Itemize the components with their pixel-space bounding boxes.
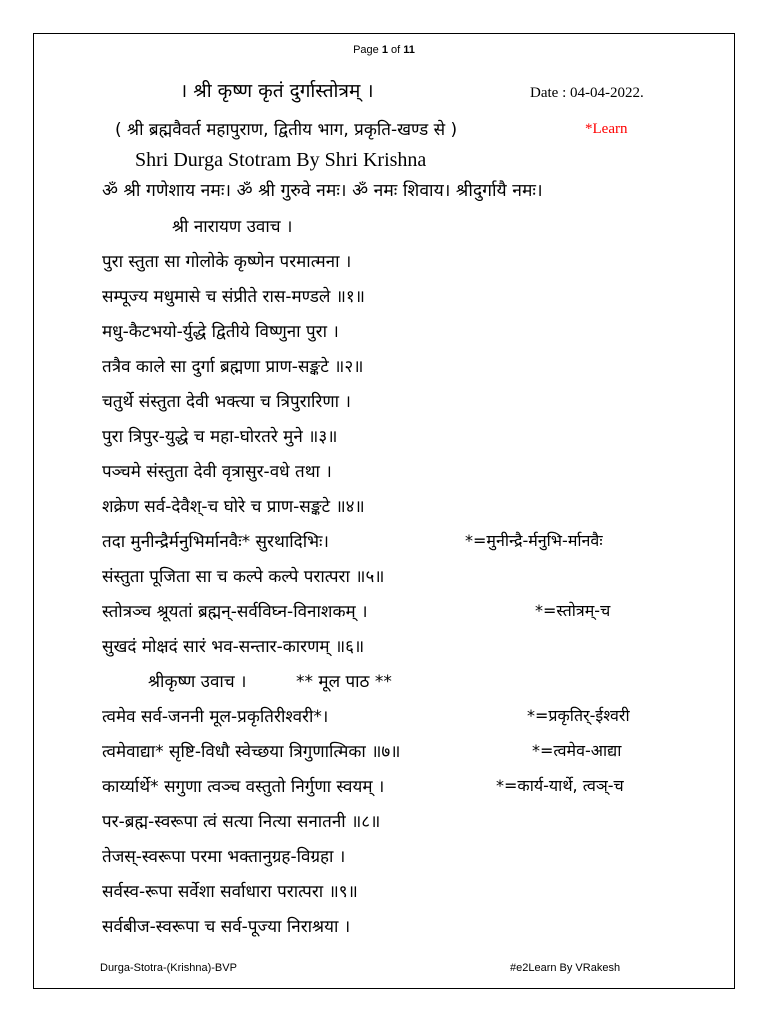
footnote-karya: *=कार्य-यार्थे, त्वञ्-च — [496, 776, 624, 795]
verse-line: संस्तुता पूजिता सा च कल्पे कल्पे परात्परा ॥५॥ — [102, 567, 385, 587]
verse-line: तदा मुनीन्द्रैर्मनुभिर्मानवैः* सुरथादिभिः। — [102, 532, 329, 552]
verse-line: पुरा त्रिपुर-युद्धे च महा-घोरतरे मुने ॥३॥ — [102, 427, 338, 447]
footnote-stotram: *=स्तोत्रम्-च — [535, 601, 611, 620]
english-title: Shri Durga Stotram By Shri Krishna — [135, 149, 427, 171]
footer-right: #e2Learn By VRakesh — [510, 962, 621, 974]
verse-line: शक्रेण सर्व-देवैश्-च घोरे च प्राण-सङ्कटे ॥४॥ — [102, 497, 365, 517]
verse-line: तेजस्-स्वरूपा परमा भक्तानुग्रह-विग्रहा । — [102, 847, 346, 867]
page-number — [0, 44, 768, 56]
verse-line: पञ्चमे संस्तुता देवी वृत्रासुर-वधे तथा । — [102, 462, 332, 482]
footer-left: Durga-Stotra-(Krishna)-BVP — [100, 962, 237, 974]
footnote-prakritir: *=प्रकृतिर्-ईश्वरी — [527, 706, 630, 725]
invocation-line: ॐ श्री गणेशाय नमः। ॐ श्री गुरुवे नमः। ॐ नमः शिवाय। श्रीदुर्गायै नमः। — [102, 181, 543, 201]
page-total: 11 — [403, 44, 415, 56]
verse-line: स्तोत्रञ्च श्रूयतां ब्रह्मन्-सर्वविघ्न-विनाशकम् । — [102, 602, 368, 622]
verse-line: सर्वस्व-रूपा सर्वेशा सर्वाधारा परात्परा ॥९॥ — [102, 882, 358, 902]
page-prefix: Page — [353, 44, 382, 56]
verse-line: सर्वबीज-स्वरूपा च सर्व-पूज्या निराश्रया । — [102, 917, 351, 937]
verse-line: सम्पूज्य मधुमासे च संप्रीते रास-मण्डले ॥१॥ — [102, 287, 365, 307]
mool-path-label: ** मूल पाठ ** — [296, 672, 392, 692]
verse-line: सुखदं मोक्षदं सारं भव-सन्तार-कारणम् ॥६॥ — [102, 637, 365, 657]
page-of: of — [387, 44, 404, 56]
page-current: 1 — [381, 44, 388, 56]
footnote-munindrai: *=मुनीन्द्रै-र्मनुभि-र्मानवैः — [465, 531, 603, 550]
stotra-title: । श्री कृष्ण कृतं दुर्गास्तोत्रम् । — [180, 80, 374, 102]
date-label: Date : 04-04-2022. — [530, 85, 644, 101]
verse-line: पर-ब्रह्म-स्वरूपा त्वं सत्या नित्या सनातनी ॥८॥ — [102, 812, 381, 832]
verse-line: मधु-कैटभयो-र्युद्धे द्वितीये विष्णुना पुरा । — [102, 322, 339, 342]
verse-line: त्वमेवाद्या* सृष्टि-विधौ स्वेच्छया त्रिगुणात्मिका ॥७॥ — [102, 742, 401, 762]
speaker-narayan: श्री नारायण उवाच । — [172, 217, 293, 237]
verse-line: त्वमेव सर्व-जननी मूल-प्रकृतिरीश्वरी*। — [102, 707, 329, 727]
verse-line: कार्य्यार्थे* सगुणा त्वञ्च वस्तुतो निर्गुणा स्वयम् । — [102, 777, 385, 797]
learn-note: *Learn — [585, 121, 628, 137]
verse-line: तत्रैव काले सा दुर्गा ब्रह्मणा प्राण-सङ्कटे ॥२॥ — [102, 357, 364, 377]
footnote-tvameva: *=त्वमेव-आद्या — [532, 741, 622, 760]
speaker-krishna: श्रीकृष्ण उवाच । — [148, 672, 247, 692]
source-subtitle: ( श्री ब्रह्मवैवर्त महापुराण, द्वितीय भाग, प्रकृति-खण्ड से ) — [115, 120, 458, 140]
verse-line: पुरा स्तुता सा गोलोके कृष्णेन परमात्मना । — [102, 252, 352, 272]
verse-line: चतुर्थे संस्तुता देवी भक्त्या च त्रिपुरारिणा । — [102, 392, 351, 412]
